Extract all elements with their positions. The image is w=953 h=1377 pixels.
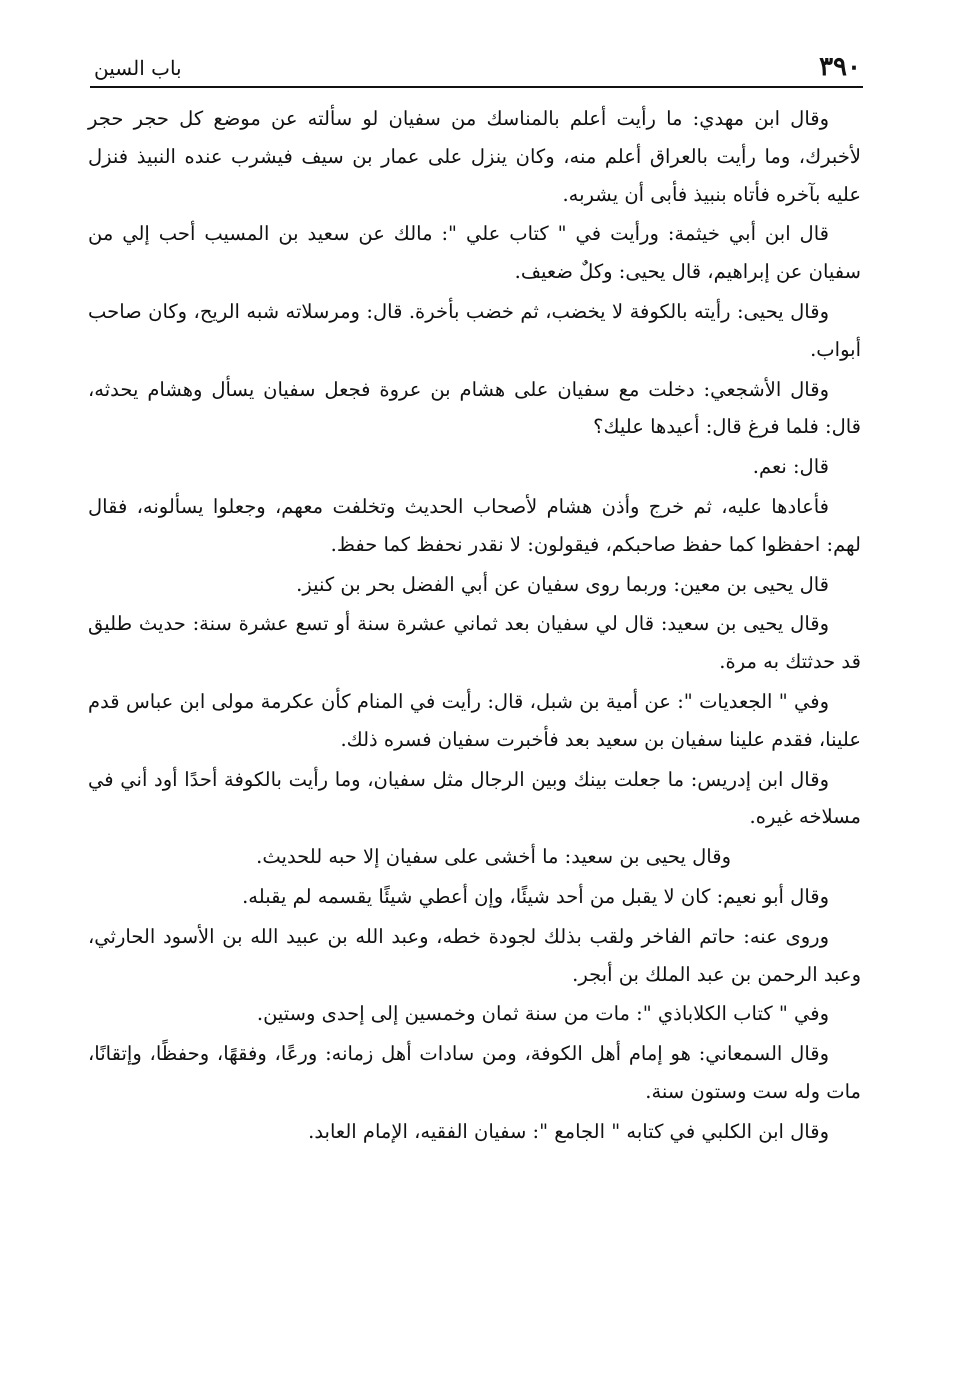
paragraph-ibn-mahdi: وقال ابن مهدي: ما رأيت أعلم بالمناسك من سفيان لو سألته عن موضع كل حجر حجر لأخبرك، وما رأيت بالعراق أعلم منه، وكان ينزل على عمار بن سيف فيشرب عنده النبيذ فنزل عليه بآخره فأتاه بنبيذ فأبى أن يشربه. xyxy=(88,107,861,206)
page-number: ٣٩٠ xyxy=(819,52,861,82)
paragraph-yahya-ibn-main: قال يحيى بن معين: وربما روى سفيان عن أبي الفضل بحر بن كنيز. xyxy=(296,572,829,596)
paragraph-qala-naam: قال: نعم. xyxy=(752,455,829,479)
paragraph-abu-nuaym: وقال أبو نعيم: كان لا يقبل من أحد شيئًا، وإن أعطي شيئًا يقسمه لم يقبله. xyxy=(242,884,829,908)
section-title: باب السين xyxy=(94,56,182,80)
running-header xyxy=(90,52,863,88)
paragraph-ibn-idris: وقال ابن إدريس: ما جعلت بينك وبين الرجال مثل سفيان، وما رأيت بالكوفة أحدًا أود أني في مسلاخه غيره. xyxy=(88,767,861,829)
paragraph-yahya-hadith: وقال يحيى بن سعيد: ما أخشى على سفيان إلا حبه للحديث. xyxy=(256,845,731,869)
paragraph-al-jadiyyat: وفي " الجعديات ": عن أمية بن شبل، قال: رأيت في المنام كأن عكرمة مولى ابن عباس قدم علينا، فقدم علينا سفيان بن سعيد بعد فأخبرت سفيان فسره ذلك. xyxy=(88,689,861,751)
body-text xyxy=(88,100,861,1153)
paragraph-fa-aadaha: فأعادها عليه، ثم خرج وأذن هشام لأصحاب الحديث وتخلفت معهم، وجعلوا يسألونه، فقال لهم: احفظوا كما حفظ صاحبكم، فيقولون: لا نقدر نحفظ كما حفظ. xyxy=(88,494,861,556)
paragraph-yahya-khidab: وقال يحيى: رأيته بالكوفة لا يخضب، ثم خضب بأخرة. قال: ومرسلاته شبه الريح، وكان صاحب أبواب. xyxy=(88,299,861,361)
paragraph-al-ashjai: وقال الأشجعي: دخلت مع سفيان على هشام بن عروة فجعل سفيان يسأل وهشام يحدثه، قال: فلما فرغ قال: أعيدها عليك؟ xyxy=(88,377,861,439)
paragraph-al-kalabadhi: وفي " كتاب الكلاباذي ": مات من سنة ثمان وخمسين إلى إحدى وستين. xyxy=(256,1002,829,1026)
paragraph-yahya-ibn-said: وقال يحيى بن سعيد: قال لي سفيان بعد ثماني عشرة سنة أو تسع عشرة سنة: حديث طليق قد حدثتك به مرة. xyxy=(88,612,861,674)
paragraph-narrators: وروى عنه: حاتم الفاخر ولقب بذلك لجودة خطه، وعبد الله بن عبيد الله بن الأسود الحارثي، وعبد الرحمن بن عبد الملك بن أبجر. xyxy=(88,924,861,986)
paragraph-ibn-abi-khaythama: قال ابن أبي خيثمة: ورأيت في " كتاب علي ": مالك عن سعيد بن المسيب أحب إلي من سفيان عن إبراهيم، قال يحيى: وكلٌ ضعيف. xyxy=(88,222,861,284)
paragraph-al-samani: وقال السمعاني: هو إمام أهل الكوفة، ومن سادات أهل زمانه: ورعًا، وفقهًا، وحفظًا، وإتقانًا، مات وله ست وستون سنة. xyxy=(88,1042,861,1103)
paragraph-ibn-al-kalbi: وقال ابن الكلبي في كتابه " الجامع ": سفيان الفقيه، الإمام العابد. xyxy=(308,1119,829,1143)
